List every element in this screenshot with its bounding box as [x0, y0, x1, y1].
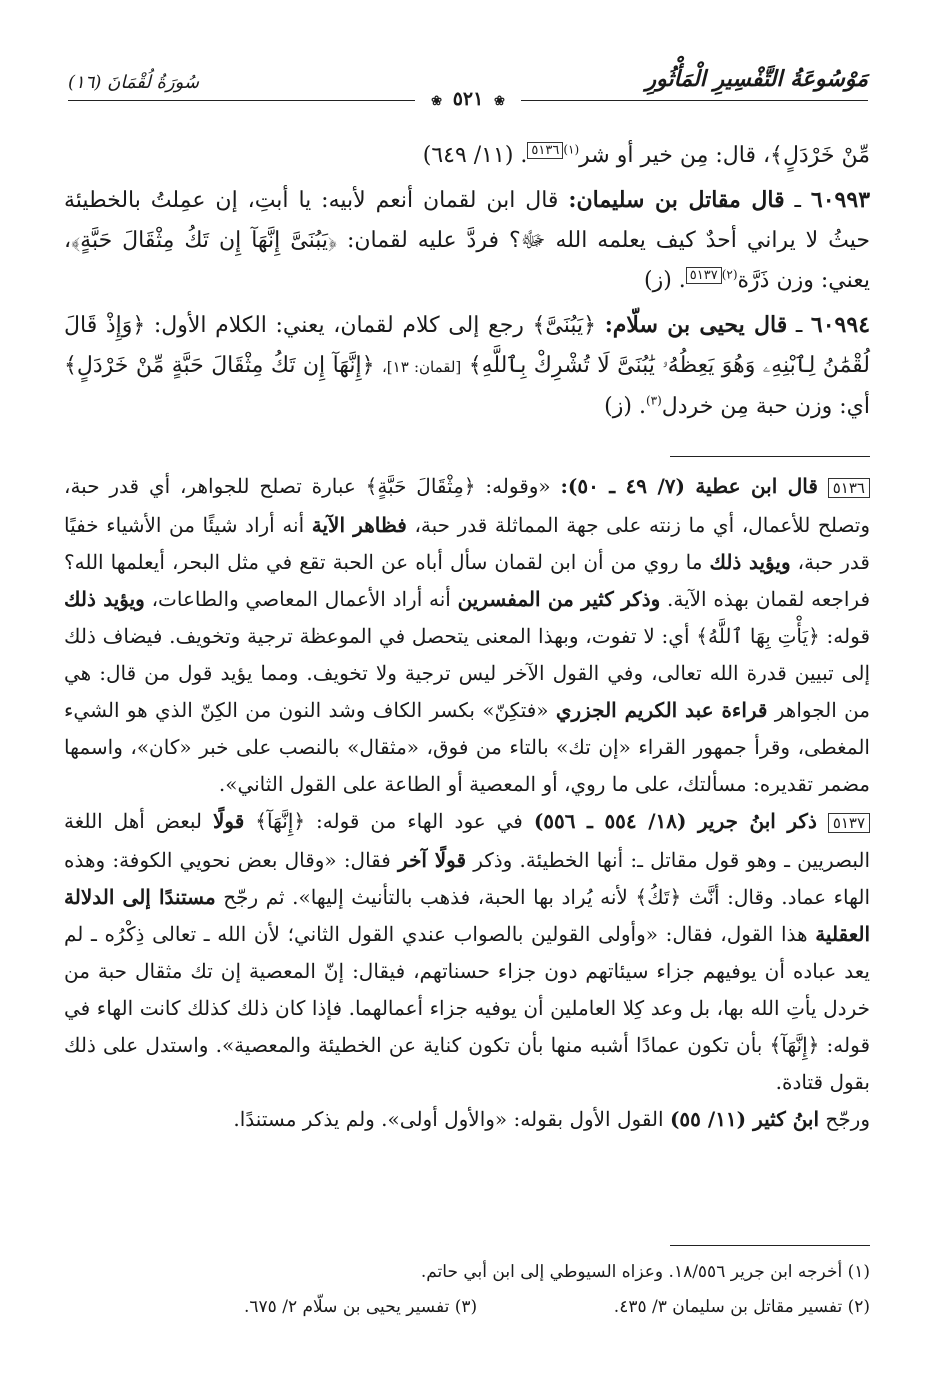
narration-number: ٦٠٩٩٣ — [810, 187, 871, 213]
commentary-notes — [64, 468, 870, 1138]
narration-60993: ٦٠٩٩٣ ـ قال مقاتل بن سليمان: قال ابن لقمان أنعم لأبيه: يا أبتِ، إن عمِلتُ بالخطيئة حيثُ لا يراني أحدٌ كيف يعلمه الله ﷻ؟ فردَّ عليه لقمان: ﴿يَبُنَىَّ إِنَّهَآ إِن تَكُ مِثْقَالَ حَبَّةٍ﴾، يعني: وزن ذَرَّة$^{(٢)٥١٣٧}$. (ز) — [64, 187, 871, 293]
note-ref-box: ٥١٣٦ — [828, 478, 870, 498]
verse-citation: [لقمان: ١٣]، — [381, 358, 462, 376]
ornament-icon: ❀ — [493, 94, 505, 109]
paragraph-continuation: مِّنْ خَرْدَلٍ﴾، قال: مِن خير أو شر$^{(١)٥١٣٦}$. (١١/ ٦٤٩) — [422, 142, 870, 168]
narration-number: ٦٠٩٩٤ — [810, 312, 871, 338]
footnote-marker: (١) — [563, 142, 580, 157]
page-number-wrap — [0, 88, 936, 110]
note-5137: ٥١٣٧ ذكر ابنُ جرير (١٨/ ٥٥٤ ـ ٥٥٦) في عود الهاء من قوله: ﴿إِنَّهَآ﴾ قولًا لبعض أهل اللغة البصريين ـ وهو قول مقاتل ـ: أنها الخطيئة. وذكر قولًا آخر فقال: «وقال بعض نحويي الكوفة: وهذه الهاء عماد. وقال: أنَّث ﴿تَكُ﴾ لأنه يُراد بها الحبة، فذهب بالتأنيث إليها». ثم رجّح مستندًا إلى الدلالة العقلية هذا القول، فقال: «وأولى القولين بالصواب عندي القول الثاني؛ لأن الله ـ تعالى ذِكْرُه ـ لم يعد عباده أن يوفيهم جزاء سيئاتهم دون جزاء حسناتهم، فيقال: إنّ المعصية إن تك مثقال حبة من خردل يأتِ الله بها، بل وعد كِلا العاملين أن يوفيه جزاء أعمالهما. فإذا كان ذلك كذلك كانت الهاء في قوله: ﴿إِنَّهَآ﴾ بأن تكون عمادًا أشبه منها بأن تكون كناية عن الخطيئة والمعصية». واستدل على ذلك بقول قتادة. — [64, 809, 871, 1094]
note-ref-box: ٥١٣٧ — [686, 267, 722, 284]
notes-separator — [670, 456, 870, 457]
footnote-marker: (٢) — [721, 267, 738, 282]
surah-label: سُورَةُ لُقْمَانَ (١٦) — [68, 72, 200, 93]
footnote-marker: (٣) — [645, 393, 662, 408]
footnotes — [64, 1255, 870, 1325]
note-ref-box: ٥١٣٦ — [527, 142, 563, 159]
book-title: مَوْسُوعَةُ التَّفْسِيرِ الْمَأْثُورِ — [645, 66, 868, 92]
page-number — [415, 88, 521, 110]
main-text — [64, 136, 870, 431]
footnote-2: (٢) تفسير مقاتل بن سليمان ٣/ ٤٣٥. — [613, 1297, 870, 1317]
narration-author: قال مقاتل بن سليمان: — [568, 187, 785, 213]
ornament-icon: ❀ — [431, 94, 443, 109]
narration-60994: ٦٠٩٩٤ ـ قال يحيى بن سلّام: ﴿يَبُنَىَّ﴾ رجع إلى كلام لقمان، يعني: الكلام الأول: ﴿وَإِذْ قَالَ لُقْمَٰنُ لِٱبْنِهِۦ وَهُوَ يَعِظُهُۥ يَٰبُنَىَّ لَا تُشْرِكْ بِٱللَّهِ﴾ [لقمان: ١٣]، ﴿إِنَّهَآ إِن تَكُ مِثْقَالَ حَبَّةٍ مِّنْ خَرْدَلٍ﴾ أي: وزن حبة مِن خردل$^{(٣)}$. (ز) — [64, 312, 871, 419]
page-number-value: ٥٢١ — [452, 88, 484, 110]
footnote-separator — [670, 1245, 870, 1246]
note-5136: ٥١٣٦ قال ابن عطية (٧/ ٤٩ ـ ٥٠): «وقوله: ﴿مِثْقَالَ حَبَّةٍ﴾ عبارة تصلح للجواهر، أي قدر حبة، وتصلح للأعمال، أي ما زنته على جهة المماثلة قدر حبة، فظاهر الآية أنه أراد شيئًا من الأشياء خفيًا قدر حبة، ويؤيد ذلك ما روي من أن ابن لقمان سأل أباه عن الحبة تقع في مثل البحر، أيعلمها الله؟ فراجعه لقمان بهذه الآية. وذكر كثير من المفسرين أنه أراد الأعمال المعاصي والطاعات، ويؤيد ذلك قوله: ﴿يَأْتِ بِهَا ٱللَّهُ﴾ أي: لا تفوت، وبهذا المعنى يتحصل في الموعظة ترجية وتخويف. فيضاف ذلك إلى تبيين قدرة الله تعالى، وفي القول الآخر ليس ترجية ولا تخويف. ومما يؤيد قول من قال: هي من الجواهر قراءة عبد الكريم الجزري «فتكِنّ» بكسر الكاف وشد النون من الكِنّ الذي هو الشيء المغطى، وقرأ جمهور القراء «إن تك» بالتاء من فوق، «مثقال» بالنصب على خبر «كان»، واسمها مضمر تقديره: مسألتك، على ما روي، أو المعصية أو الطاعة على القول الثاني». — [64, 474, 871, 796]
footnote-1: (١) أخرجه ابن جرير ١٨/٥٥٦. وعزاه السيوطي إلى ابن أبي حاتم. — [420, 1262, 870, 1282]
narration-author: قال يحيى بن سلّام: — [604, 312, 788, 338]
footnote-row — [64, 1290, 870, 1325]
note-ref-box: ٥١٣٧ — [828, 813, 870, 833]
note-ibn-kathir: ورجّح ابنُ كثير (١١/ ٥٥) القول الأول بقوله: «والأول أولى». ولم يذكر مستندًا. — [233, 1107, 870, 1131]
footnote-3: (٣) تفسير يحيى بن سلّام ٢/ ٦٧٥. — [244, 1297, 478, 1317]
